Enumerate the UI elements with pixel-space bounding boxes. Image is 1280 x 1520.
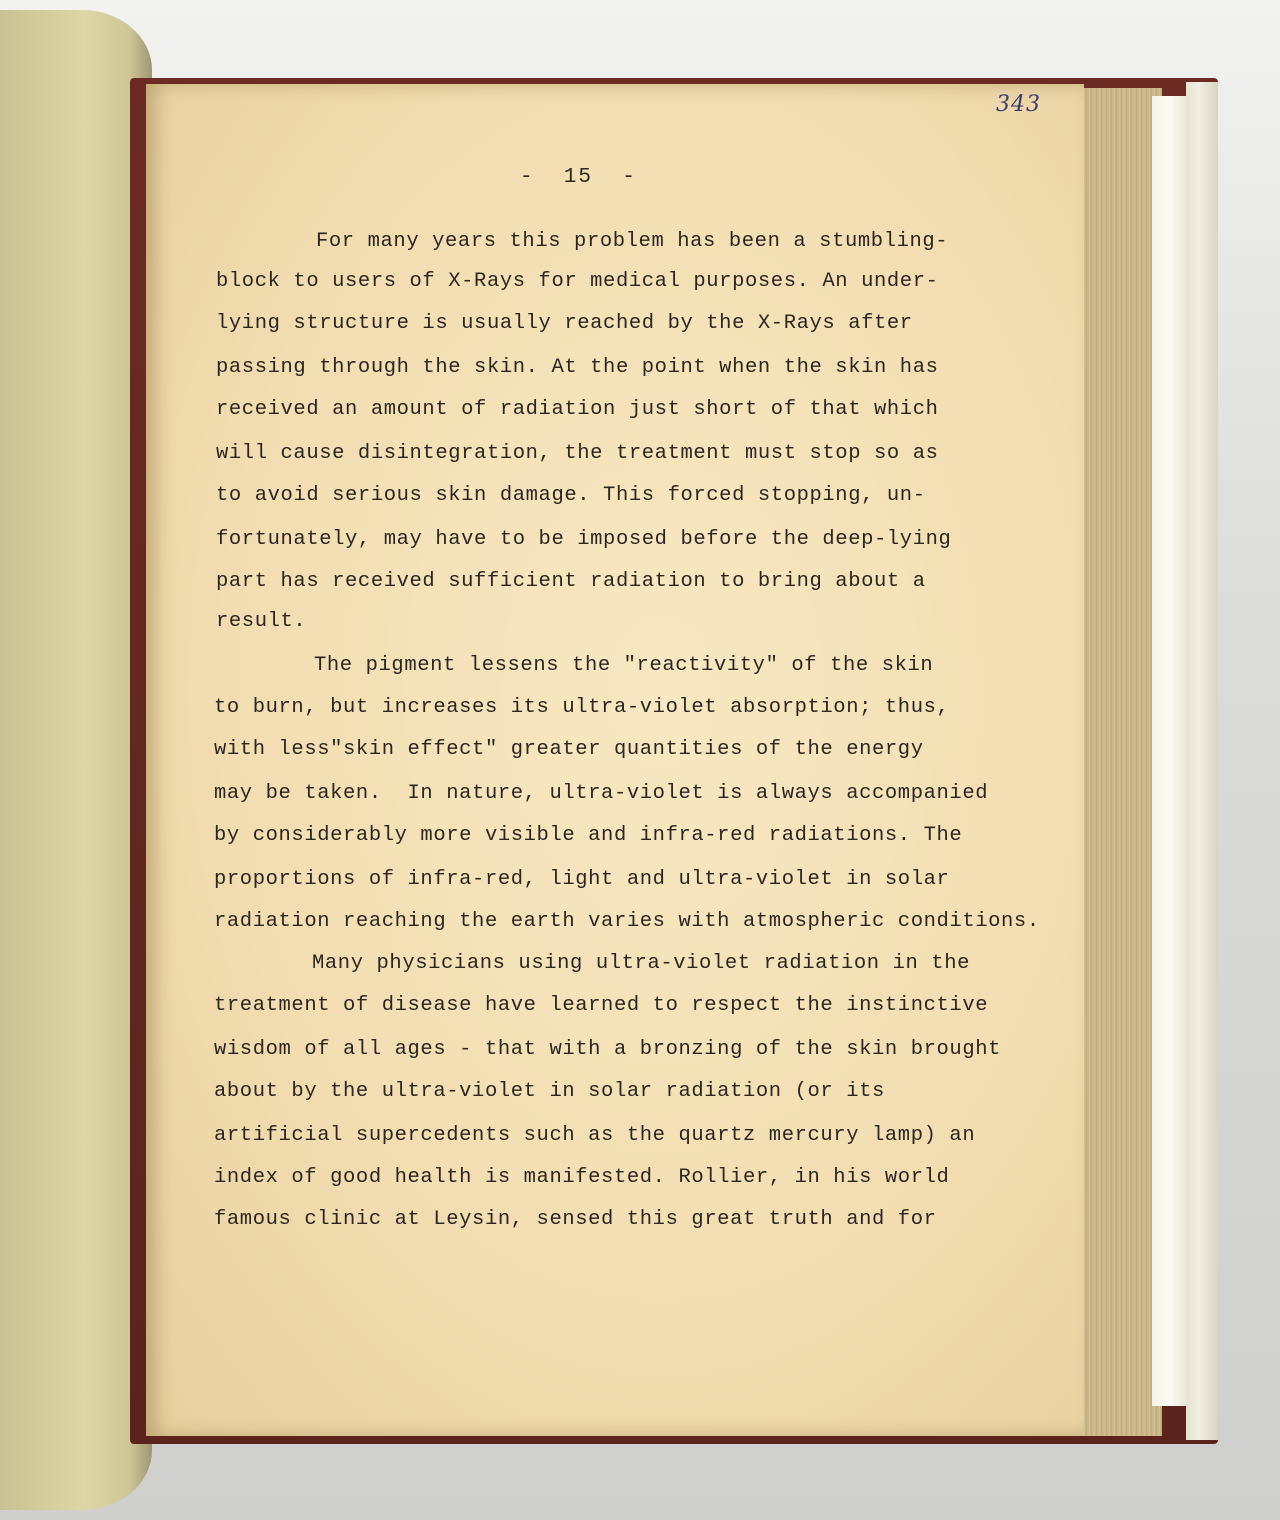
cover-edge (1186, 82, 1218, 1440)
text-line: index of good health is manifested. Rollier, in his world (214, 1166, 950, 1189)
text-line: will cause disintegration, the treatment must stop so as (216, 442, 939, 465)
text-line: to burn, but increases its ultra-violet absorption; thus, (214, 696, 950, 719)
text-line: part has received sufficient radiation to bring about a (216, 570, 926, 593)
text-line: proportions of infra-red, light and ultra-violet in solar (214, 868, 950, 891)
text-line: by considerably more visible and infra-red radiations. The (214, 824, 963, 847)
text-line: received an amount of radiation just short of that which (216, 398, 939, 421)
text-line: block to users of X-Rays for medical purposes. An under- (216, 270, 939, 293)
text-line: about by the ultra-violet in solar radiation (or its (214, 1080, 885, 1103)
page-block-edges (1078, 88, 1162, 1436)
text-line: The pigment lessens the "reactivity" of the skin (314, 654, 934, 677)
text-line: For many years this problem has been a stumbling- (316, 230, 949, 253)
text-line: wisdom of all ages - that with a bronzing of the skin brought (214, 1038, 1002, 1061)
text-line: Many physicians using ultra-violet radiation in the (312, 952, 971, 975)
text-line: with less"skin effect" greater quantities of the energy (214, 738, 924, 761)
text-line: famous clinic at Leysin, sensed this great truth and for (214, 1208, 937, 1231)
text-line: treatment of disease have learned to respect the instinctive (214, 994, 989, 1017)
text-line: lying structure is usually reached by the X-Rays after (216, 312, 913, 335)
text-line: passing through the skin. At the point when the skin has (216, 356, 939, 379)
text-line: radiation reaching the earth varies with atmospheric conditions. (214, 910, 1040, 933)
text-line: to avoid serious skin damage. This forced stopping, un- (216, 484, 926, 507)
text-line: result. (216, 610, 307, 633)
text-line: may be taken. In nature, ultra-violet is always accompanied (214, 782, 989, 805)
text-line: artificial supercedents such as the quartz mercury lamp) an (214, 1124, 976, 1147)
folio-number: 343 (996, 92, 1041, 117)
endpaper-edge (1152, 96, 1188, 1406)
page-number: - 15 - (520, 166, 637, 189)
text-line: fortunately, may have to be imposed before the deep-lying (216, 528, 952, 551)
